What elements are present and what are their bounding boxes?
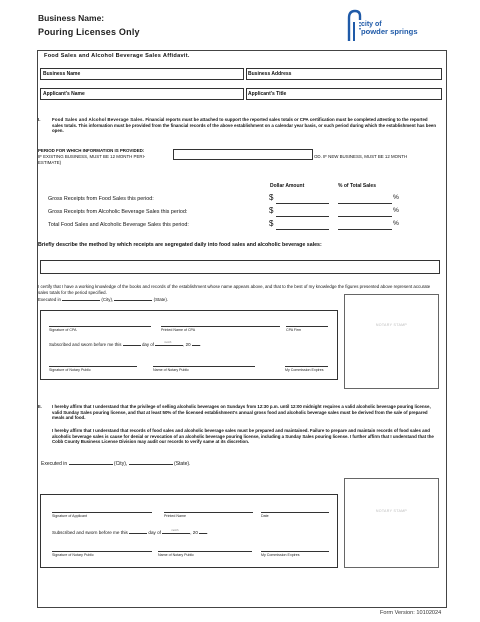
percent-sign-alcohol: % — [393, 207, 399, 214]
cpa-sworn-row: Subscribed and sworn before me this day of month , 20 . — [49, 341, 201, 347]
cpa-sworn-text: Subscribed and sworn before me this — [49, 342, 122, 347]
s2-sworn-row: Subscribed and sworn before me this day of month , 20 . — [52, 529, 209, 535]
s2-city: (City), — [113, 461, 128, 467]
s2-sig-notary-label: Signature of Notary Public — [52, 553, 94, 557]
dollar-line-food[interactable] — [276, 203, 329, 204]
certify-state-blank[interactable] — [114, 300, 152, 301]
form-version: Form Version: 10102024 — [380, 610, 442, 616]
certify-city: (City), — [101, 297, 114, 302]
period-or-new: OD. IF NEW BUSINESS, MUST BE 12 MONTH — [314, 154, 408, 159]
business-address-label: Business Address — [248, 71, 292, 77]
receipt-row-total: Total Food Sales and Alcoholic Beverage Sales this period: — [48, 222, 189, 228]
period-field[interactable] — [173, 149, 313, 160]
section1-text — [52, 117, 438, 134]
s2-notary-stamp-label: NOTARY STAMP — [375, 509, 408, 513]
cpa-firm-line[interactable] — [286, 326, 328, 327]
certify-state: (State). — [153, 297, 169, 302]
sig-applicant-label: Signature of Applicant — [52, 514, 87, 518]
certify-executed-in: Executed in — [38, 297, 61, 302]
dollar-sign-total: $ — [269, 219, 274, 228]
business-name-label: Business Name — [43, 71, 81, 77]
s2-name-notary-label: Name of Notary Public — [158, 553, 194, 557]
applicants-title-label: Applicant's Title — [248, 91, 287, 97]
s2-executed — [41, 461, 190, 467]
segregated-question: Briefly describe the method by which receipts are segregated daily into food sales and alcoholic beverage sales: — [38, 242, 322, 248]
receipt-row-food: Gross Receipts from Food Sales this period: — [48, 196, 154, 202]
s2-commission-label: My Commission Expires — [261, 553, 300, 557]
s2-city-blank[interactable] — [69, 464, 113, 465]
cpa-month-blank[interactable] — [155, 341, 183, 346]
city-logo — [343, 8, 443, 42]
certify-executed — [38, 297, 168, 303]
s2-month-hint: month — [171, 529, 179, 532]
printed-cpa-label: Printed Name of CPA — [161, 328, 196, 332]
s2-notary-name-line[interactable] — [158, 551, 252, 552]
cpa-year-blank[interactable] — [192, 345, 200, 346]
cpa-signature-line[interactable] — [49, 326, 151, 327]
percent-line-food[interactable] — [338, 203, 392, 204]
pouring-title: Pouring Licenses Only — [38, 27, 140, 37]
section2-text: I hereby affirm that I understand that the privilege of selling alcoholic beverages on Sundays from 12:30 p.m. until 12:00 midnight requires a valid alcoholic beverage pouring license, valid Sunday Sales pouring license, and that at least 50% of the licensed establishment's annual gross food and alcoholic beverage sales must be derived from the sale of prepared meals and food. — [52, 404, 431, 421]
col-percent-total: % of Total Sales — [338, 183, 376, 189]
printed-name-label: Printed Name — [164, 514, 186, 518]
certify-city-blank[interactable] — [62, 300, 100, 301]
period-label: PERIOD FOR WHICH INFORMATION IS PROVIDED: — [38, 148, 145, 153]
percent-sign-total: % — [393, 220, 399, 227]
s2-notary-stamp — [344, 478, 439, 568]
dollar-line-alcohol[interactable] — [276, 216, 329, 217]
cpa-notary-name-line[interactable] — [153, 366, 255, 367]
cpa-commission-label: My Commission Expires — [285, 368, 324, 372]
logo-line2: powder springs — [361, 27, 418, 36]
dollar-line-total[interactable] — [276, 229, 329, 230]
applicant-date-line[interactable] — [261, 512, 329, 513]
certify-text: I certify that I have a working knowledge of the books and records of the establishment whose name appears above, and that to the best of my knowledge the figures presented above represent accurate sales totals for the period specified. — [38, 284, 431, 295]
cpa-notary-stamp — [344, 294, 439, 389]
s2-executed-in: Executed in — [41, 461, 68, 467]
cpa-name-notary-label: Name of Notary Public — [153, 368, 189, 372]
cpa-printed-line[interactable] — [161, 326, 280, 327]
percent-line-total[interactable] — [338, 229, 392, 230]
applicants-name-label: Applicant's Name — [43, 91, 85, 97]
cpa-commission-line[interactable] — [285, 366, 328, 367]
section-title: Food Sales and Alcohol Beverage Sales Affidavit. — [44, 53, 190, 59]
business-name-label: Business Name: — [38, 13, 105, 23]
cpa-year-20: 20 — [185, 342, 191, 347]
dollar-sign-alcohol: $ — [269, 206, 274, 215]
percent-line-alcohol[interactable] — [338, 216, 392, 217]
cpa-month-hint: month — [164, 341, 172, 344]
section1-body: Financial reports must be attached to support the reported sales totals or CPA certification must be completed attesting to the reported sales totals. This information must be provided from the financial records of the above establishment on a calendar year basis, or such period during which the establishment has been open. — [52, 117, 437, 134]
s2-notary-sig-line[interactable] — [52, 551, 152, 552]
section1-lead: Food Sales and Alcohol Beverage Sales. — [52, 117, 145, 122]
segregated-answer-field[interactable] — [40, 260, 440, 274]
period-estimate: ESTIMATE) — [38, 160, 62, 165]
s2-sworn-text: Subscribed and sworn before me this — [52, 530, 128, 535]
s2-day-of: day of — [148, 530, 161, 535]
s2-commission-line[interactable] — [261, 551, 329, 552]
s2-state-blank[interactable] — [129, 464, 173, 465]
period-if-existing: IF EXISTING BUSINESS, MUST BE 12 MONTH PERI- — [38, 154, 146, 159]
s2-year-blank[interactable] — [199, 533, 207, 534]
cpa-firm-label: CPA Firm — [286, 328, 302, 332]
receipt-row-alcohol: Gross Receipts from Alcoholic Beverage Sales this period: — [48, 209, 188, 215]
dollar-sign-food: $ — [269, 193, 274, 202]
section2-text2: I hereby affirm that I understand that records of food sales and alcoholic beverage sales must be prepared and maintained. Failure to prepare and maintain records of food sales and alcoholic beverage sales is cause for denial or revocation of an alcoholic beverage pouring license, including a Sunday Sales pouring license. I further affirm that I understand that the Cobb County Business License Division may audit our records to verify same at its discretion. — [52, 428, 434, 445]
cpa-notary-stamp-label: NOTARY STAMP — [375, 323, 408, 327]
percent-sign-food: % — [393, 194, 399, 201]
s2-year-20: 20 — [192, 530, 198, 535]
cpa-notary-sig-line[interactable] — [49, 366, 137, 367]
section1-numeral: I. — [38, 117, 41, 122]
s2-month-blank[interactable] — [162, 529, 190, 534]
applicant-printed-line[interactable] — [164, 512, 253, 513]
sig-cpa-label: Signature of CPA — [49, 328, 77, 332]
cpa-day-of: day of — [141, 342, 154, 347]
logo-line1: city of — [361, 21, 382, 28]
date-label: Date — [261, 514, 269, 518]
col-dollar-amount: Dollar Amount — [270, 183, 305, 189]
applicant-signature-line[interactable] — [52, 512, 152, 513]
cpa-sig-notary-label: Signature of Notary Public — [49, 368, 91, 372]
s2-state: (State). — [174, 461, 191, 467]
cpa-sworn-day-blank[interactable] — [123, 345, 141, 346]
section2-numeral: II. — [38, 404, 42, 409]
s2-sworn-day-blank[interactable] — [129, 533, 147, 534]
